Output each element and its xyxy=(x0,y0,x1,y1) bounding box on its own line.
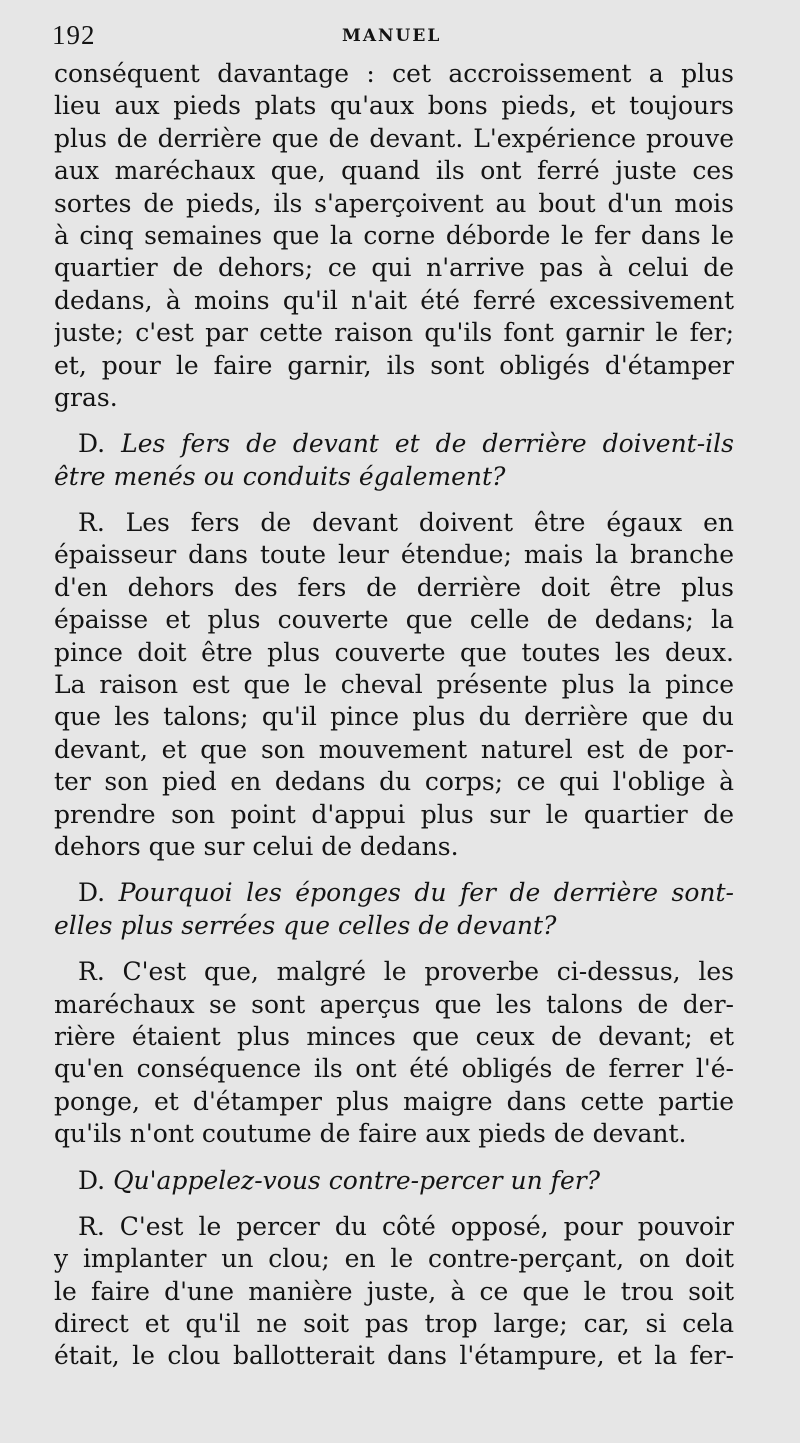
body-text xyxy=(54,58,734,1373)
question-label: D. xyxy=(78,1165,106,1195)
text-line: conséquent davantage : cet accroissement a plus xyxy=(54,59,734,88)
text-line: à cinq semaines que la corne déborde le fer dans le xyxy=(54,220,734,250)
text-line: était, le clou ballotterait dans l'étampure, et la fer- xyxy=(54,1341,734,1371)
page-number: 192 xyxy=(52,20,96,50)
answer-paragraph xyxy=(54,507,734,863)
question-paragraph xyxy=(54,877,734,942)
text-line: dehors que sur celui de dedans. xyxy=(54,831,459,861)
page-header xyxy=(52,20,764,52)
text-line: rière étaient plus minces que ceux de devant; et xyxy=(54,1021,734,1051)
text-line: dedans, à moins qu'il n'ait été ferré excessivement xyxy=(54,285,734,315)
running-head: MANUEL xyxy=(342,26,442,46)
text-line: que les talons; qu'il pince plus du derrière que du xyxy=(54,702,734,732)
text-line: le faire d'une manière juste, à ce que le trou soit xyxy=(54,1276,734,1306)
text-line: ter son pied en dedans du corps; ce qui l'oblige à xyxy=(54,767,734,797)
text-line: lieu aux pieds plats qu'aux bons pieds, et toujours xyxy=(54,91,734,121)
text-line: épaisseur dans toute leur étendue; mais la branche xyxy=(54,540,734,570)
text-line: qu'en conséquence ils ont été obligés de ferrer l'é- xyxy=(54,1054,734,1084)
answer-paragraph xyxy=(54,1211,734,1373)
text-line: épaisse et plus couverte que celle de dedans; la xyxy=(54,605,734,635)
question-text: Qu'appelez-vous contre-percer un fer? xyxy=(113,1165,601,1195)
text-line: devant, et que son mouvement naturel est de por- xyxy=(54,734,734,764)
text-line: et, pour le faire garnir, ils sont obligés d'étamper xyxy=(54,350,734,380)
question-line xyxy=(54,1165,734,1197)
text-line: d'en dehors des fers de derrière doit être plus xyxy=(54,572,734,602)
text-line: pince doit être plus couverte que toutes les deux. xyxy=(54,637,734,667)
question-text: Les fers de devant et de derrière doivent-ils xyxy=(121,429,734,459)
text-line: quartier de dehors; ce qui n'arrive pas à celui de xyxy=(54,253,734,283)
question-label: D. xyxy=(78,878,106,908)
text-line: aux maréchaux que, quand ils ont ferré juste ces xyxy=(54,156,734,186)
question-label: D. xyxy=(78,429,106,459)
question-line: être menés ou conduits également? xyxy=(54,461,506,491)
question-paragraph xyxy=(54,1165,734,1197)
text-line: sortes de pieds, ils s'aperçoivent au bout d'un mois xyxy=(54,188,734,218)
text-line: direct et qu'il ne soit pas trop large; car, si cela xyxy=(54,1309,734,1339)
text-line: R. C'est que, malgré le proverbe ci-dessus, les xyxy=(78,957,734,987)
text-line: La raison est que le cheval présente plus la pince xyxy=(54,670,734,700)
text-line: prendre son point d'appui plus sur le quartier de xyxy=(54,799,734,829)
answer-paragraph xyxy=(54,956,734,1150)
text-line: gras. xyxy=(54,382,118,412)
text-line: R. C'est le percer du côté opposé, pour pouvoir xyxy=(78,1211,734,1241)
question-paragraph xyxy=(54,428,734,493)
paragraph xyxy=(54,58,734,414)
question-line: elles plus serrées que celles de devant? xyxy=(54,910,557,940)
text-line: juste; c'est par cette raison qu'ils font garnir le fer; xyxy=(54,318,734,348)
question-text: Pourquoi les éponges du fer de derrière sont- xyxy=(118,878,734,908)
text-line: plus de derrière que de devant. L'expérience prouve xyxy=(54,123,734,153)
text-line: R. Les fers de devant doivent être égaux en xyxy=(78,508,734,538)
question-line xyxy=(54,877,734,909)
text-line: ponge, et d'étamper plus maigre dans cette partie xyxy=(54,1086,734,1116)
text-line: qu'ils n'ont coutume de faire aux pieds de devant. xyxy=(54,1119,687,1149)
question-line xyxy=(54,428,734,460)
text-line: y implanter un clou; en le contre-perçant, on doit xyxy=(54,1244,734,1274)
text-line: maréchaux se sont aperçus que les talons de der- xyxy=(54,989,734,1019)
